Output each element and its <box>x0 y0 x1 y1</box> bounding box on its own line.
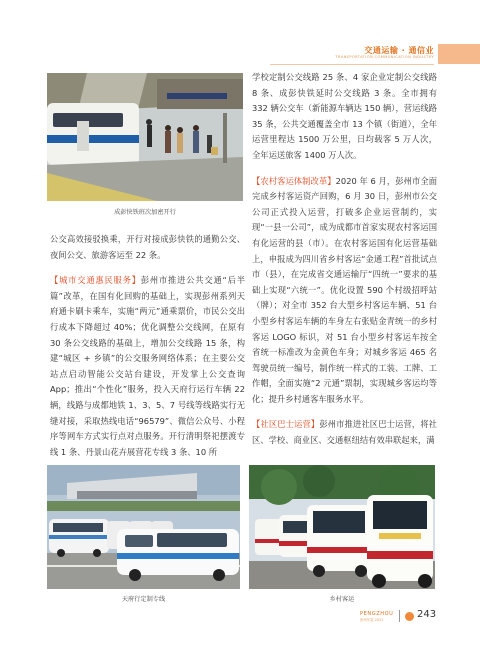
rural-bus-photo-caption: 乡村客运 <box>329 596 355 603</box>
footer-brand-sub: 彭州年鉴 2021 <box>360 618 384 622</box>
page-header <box>0 44 480 64</box>
train-photo-caption: 成彭快铁班次加密开行 <box>114 209 176 216</box>
section-body-rural-reform: 2020 年 6 月，彭州市全面完成乡村客运资产回购，6 月 30 日，彭州市公交公司正式投入运营，打破多企业运营制约，实现“一县一公司”，成为成都市首家实现农村客运国有化运营的县（市）。在农村客运国有化运营基础上，申报成为四川省乡村客运“金通工程”首批试点市（县），在完成省交通运输厅“四统一”要求的基础上实现“六统一”。优化设置 590 个村级招呼站（牌）；对全市 352 台大型乡村客运车辆、51 台小型乡村客运车辆的车身左右张贴金青统一的乡村客运 LOGO 标识，对 51 台小型乡村客运车按全省统一标准改为金黄色车身；对城乡客运 465 名驾驶员统一编号，制作统一样式的工装、工牌、工作帽，全面实施“2 元通”票制，实现城乡客运均等化；提升乡村通客车服务水平。 <box>252 175 437 404</box>
paragraph-city-transit <box>50 273 245 460</box>
footer-separator <box>399 610 400 622</box>
footer-brand: PENGZHOU <box>360 611 394 617</box>
bus-route-photo <box>47 465 240 589</box>
rural-bus-illustration <box>249 465 435 589</box>
left-text-column <box>50 232 245 460</box>
section-title: 交通运输 · 通信业 <box>364 46 434 55</box>
paragraph-continuation: 学校定制公交线路 25 条、4 家企业定制公交线路 8 条、成彭快铁延时公交线路 3 条。全市拥有 332 辆公交车（新能源车辆达 150 辆），营运线路 35 条，公共交通覆盖全市 13 个镇（街道），全年运营里程达 1500 万公里，日均载客 5 万人次，全年运送旅客 1400 万人次。 <box>252 72 437 160</box>
footer-ornament-icon <box>405 612 414 621</box>
header-divider <box>270 64 434 65</box>
rural-bus-photo <box>249 465 435 589</box>
bus-route-photo-caption: 天府行定制专线 <box>121 596 166 603</box>
train-photo <box>47 73 243 201</box>
section-tag-community-bus: 【社区巴士运营】 <box>252 419 320 430</box>
section-tag-city-transit: 【城市交通惠民服务】 <box>50 275 141 286</box>
right-text-column <box>252 70 437 449</box>
section-tag-rural-reform: 【农村客运体制改革】 <box>252 175 336 186</box>
bus-lot-illustration <box>47 465 240 589</box>
paragraph-intro: 公交高效接驳换乘，开行对接成彭快铁的通勤公交、夜间公交、旅游客运至 22 条。 <box>50 234 245 260</box>
paragraph-community-bus <box>252 417 437 448</box>
section-body-city-transit: 彭州市推进公共交通“后半篇”改革，在国有化回购的基础上，实现彭州系列天府通卡刷卡乘车，实施“两元”通乘票价，市民公交出行成本下降超过 40%；优化调整公交线网，在原有 30 条公交线路的基础上，增加公交线路 15 条，构建“城区 + 乡镇”的公交服务网络体系；在主要公交站点启动智能公交站台建设，开发掌上公交查询 App；推出“个性化”服务，投入天府行运行车辆 22 辆，线路与成都地铁 1、3、5、7 号线等线路实行无缝对接，采取热线电话“96579”、微信公众号、小程序等网车方式实行点对点服务。开行清明祭祀摆渡专线 1 条、丹景山花卉展营花专线 3 条、10 所 <box>50 275 245 457</box>
header-color-bar <box>438 44 480 64</box>
train-station-illustration <box>47 73 243 201</box>
paragraph-rural-transit <box>252 174 437 408</box>
page-number: 243 <box>417 609 437 620</box>
section-subtitle: TRANSPORTATION,COMMUNICATION INDUSTRY <box>335 55 434 59</box>
section-body-community-bus: 彭州市推进社区巴士运营，将社区、学校、商业区、交通枢纽结有效串联起来，满 <box>252 419 437 446</box>
